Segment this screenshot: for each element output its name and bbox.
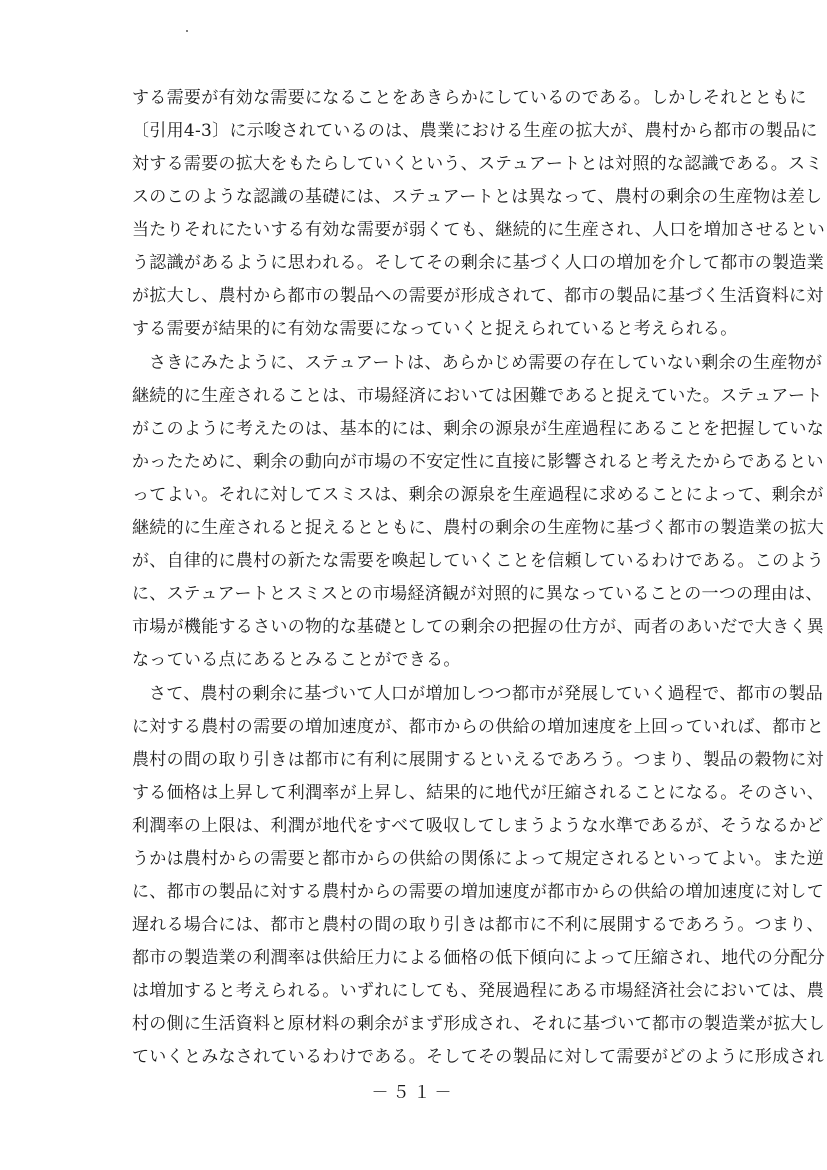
text-line: に、ステュアートとスミスとの市場経済観が対照的に異なっていることの一つの理由は、 bbox=[132, 584, 823, 604]
text-line: する需要が有効な需要になることをあきらかにしているのである。しかしそれとともに bbox=[132, 88, 807, 108]
text-line: に、都市の製品に対する農村からの需要の増加速度が都市からの供給の増加速度に対して bbox=[132, 882, 824, 902]
text-line: かったために、剰余の動向が市場の不安定性に直接に影響されると考えたからであるとい bbox=[132, 452, 824, 472]
text-line: 都市の製造業の利潤率は供給圧力による価格の低下傾向によって圧縮され、地代の分配分 bbox=[132, 948, 826, 968]
text-line: に対する農村の需要の増加速度が、都市からの供給の増加速度を上回っていれば、都市と bbox=[132, 717, 824, 737]
text-line: 対する需要の拡大をもたらしていくという、ステュアートとは対照的な認識である。スミ bbox=[132, 154, 823, 174]
text-line: スのこのような認識の基礎には、ステュアートとは異なって、農村の剰余の生産物は差し bbox=[132, 187, 823, 207]
text-line: 当たりそれにたいする有効な需要が弱くても、継続的に生産され、人口を増加させるとい bbox=[132, 220, 826, 240]
text-line: が、自律的に農村の新たな需要を喚起していくことを信頼しているわけである。このよう bbox=[132, 551, 824, 571]
page-number: －５１－ bbox=[371, 1083, 456, 1103]
text-line: する需要が結果的に有効な需要になっていくと捉えられていると考えられる。 bbox=[132, 319, 738, 339]
text-line: う認識があるように思われる。そしてその剰余に基づく人口の増加を介して都市の製造業 bbox=[132, 253, 824, 273]
text-line: する価格は上昇して利潤率が上昇し、結果的に地代が圧縮されることになる。そのさい、 bbox=[132, 783, 824, 803]
text-line: 農村の間の取り引きは都市に有利に展開するといえるであろう。つまり、製品の穀物に対 bbox=[132, 750, 824, 770]
text-line: 遅れる場合には、都市と農村の間の取り引きは都市に不利に展開するであろう。つまり、 bbox=[132, 915, 824, 935]
text-line: 継続的に生産されることは、市場経済においては困難であると捉えていた。ステュアート bbox=[132, 386, 823, 406]
paragraph-first-line: さて、農村の剰余に基づいて人口が増加しつつ都市が発展していく過程で、都市の製品 bbox=[149, 684, 824, 704]
text-line: は増加すると考えられる。いずれにしても、発展過程にある市場経済社会においては、農 bbox=[132, 981, 824, 1001]
text-line: うかは農村からの需要と都市からの供給の関係によって規定されるといってよい。また逆 bbox=[132, 849, 824, 869]
text-line: が拡大し、農村から都市の製品への需要が形成されて、都市の製品に基づく生活資料に対 bbox=[132, 286, 824, 306]
text-line: ってよい。それに対してスミスは、剰余の源泉を生産過程に求めることによって、剰余が bbox=[132, 485, 824, 505]
text-line: 利潤率の上限は、利潤が地代をすべて吸収してしまうような水準であるが、そうなるかど bbox=[132, 816, 824, 836]
text-line: がこのように考えたのは、基本的には、剰余の源泉が生産過程にあることを把握していな bbox=[132, 419, 824, 439]
text-line: なっている点にあるとみることができる。 bbox=[132, 650, 461, 670]
text-line: 村の側に生活資料と原材料の剰余がまず形成され、それに基づいて都市の製造業が拡大し bbox=[132, 1014, 826, 1034]
paragraph-first-line: さきにみたように、ステュアートは、あらかじめ需要の存在していない剰余の生産物が bbox=[149, 353, 823, 373]
scan-speck bbox=[186, 30, 188, 32]
text-line: 市場が機能するさいの物的な基礎としての剰余の把握の仕方が、両者のあいだで大きく異 bbox=[132, 617, 824, 637]
text-line: 〔引用4-3〕に示唆されているのは、農業における生産の拡大が、農村から都市の製品に bbox=[132, 121, 818, 141]
text-line: 継続的に生産されると捉えるとともに、農村の剰余の生産物に基づく都市の製造業の拡大 bbox=[132, 518, 824, 538]
text-line: ていくとみなされているわけである。そしてその製品に対して需要がどのように形成され bbox=[132, 1047, 824, 1067]
